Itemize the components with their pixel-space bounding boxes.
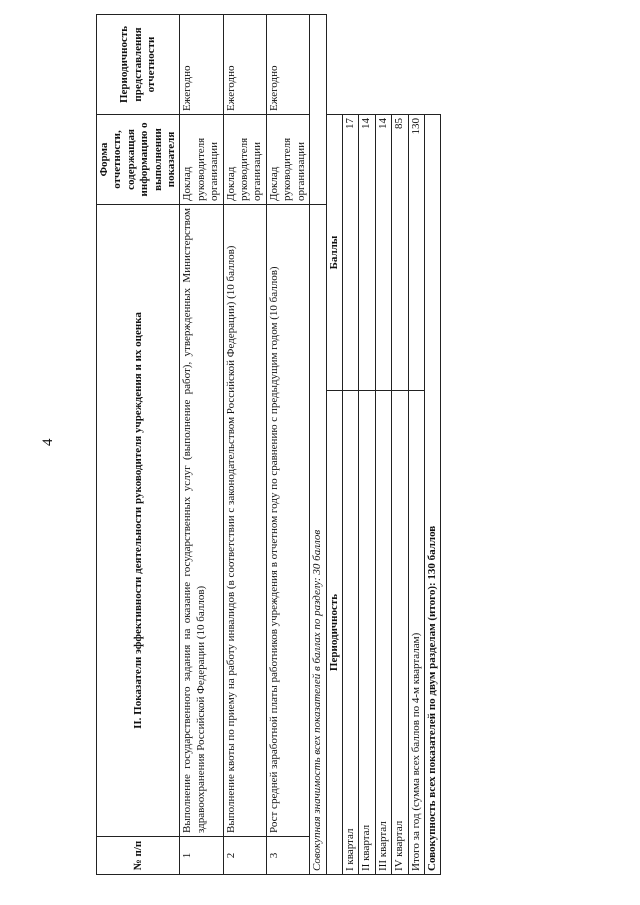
points-value: 130 — [408, 114, 424, 390]
points-spacer — [408, 14, 424, 114]
header-form: Форма отчетности, содержащая информацию о выполнении показателя — [97, 114, 180, 204]
row-form: Доклад руководителя организации — [180, 114, 223, 204]
points-label: II квартал — [359, 391, 375, 875]
row-indicator: Выполнение государственного задания на оказание государственных услуг (выполнение работ), утвержденных Министерством здравоохранения Российской Федерации (10 баллов) — [180, 204, 223, 836]
row-period: Ежегодно — [180, 14, 223, 114]
row-num: 2 — [223, 837, 266, 875]
points-label: I квартал — [342, 391, 358, 875]
points-header-period: Периодичность — [326, 391, 342, 875]
grand-total-row — [424, 14, 440, 874]
section-total-blank — [310, 14, 326, 204]
points-value: 14 — [375, 114, 391, 390]
points-spacer — [392, 14, 408, 114]
row-indicator: Рост средней заработной платы работников учреждения в отчетном году по сравнению с предыдущим годом (10 баллов) — [266, 204, 309, 836]
points-label: III квартал — [375, 391, 391, 875]
points-spacer — [342, 14, 358, 114]
points-label: IV квартал — [392, 391, 408, 875]
points-header-row — [326, 14, 342, 874]
table-row — [408, 14, 424, 874]
row-form: Доклад руководителя организации — [266, 114, 309, 204]
grand-total-spacer — [424, 14, 440, 114]
points-spacer — [375, 14, 391, 114]
table-row — [223, 14, 266, 874]
grand-total: Совокупность всех показателей по двум разделам (итого): 130 баллов — [424, 114, 440, 874]
points-header-spacer — [326, 14, 342, 114]
table-row — [392, 14, 408, 874]
row-period: Ежегодно — [266, 14, 309, 114]
points-value: 17 — [342, 114, 358, 390]
table-row — [342, 14, 358, 874]
points-value: 85 — [392, 114, 408, 390]
table-header-row — [97, 14, 180, 874]
row-period: Ежегодно — [223, 14, 266, 114]
points-header-points: Баллы — [326, 114, 342, 390]
indicators-table — [96, 14, 441, 875]
row-num: 3 — [266, 837, 309, 875]
table-row — [359, 14, 375, 874]
points-spacer — [359, 14, 375, 114]
table-row — [180, 14, 223, 874]
section-total-row — [310, 14, 326, 874]
header-period: Периодичность представления отчетности — [97, 14, 180, 114]
page-number: 4 — [40, 438, 56, 446]
row-indicator: Выполнение квоты по приему на работу инвалидов (в соответствии с законодательством Российской Федерации) (10 баллов) — [223, 204, 266, 836]
header-num: № п/п — [97, 837, 180, 875]
header-indicator: II. Показатели эффективности деятельности руководителя учреждения и их оценка — [97, 204, 180, 836]
row-form: Доклад руководителя организации — [223, 114, 266, 204]
points-label: Итого за год (сумма всех баллов по 4-м кварталам) — [408, 391, 424, 875]
rotated-table-container — [96, 15, 438, 875]
table-row — [266, 14, 309, 874]
row-num: 1 — [180, 837, 223, 875]
table-row — [375, 14, 391, 874]
section-total: Совокупная значимость всех показателей в баллах по разделу: 30 баллов — [310, 204, 326, 874]
points-value: 14 — [359, 114, 375, 390]
